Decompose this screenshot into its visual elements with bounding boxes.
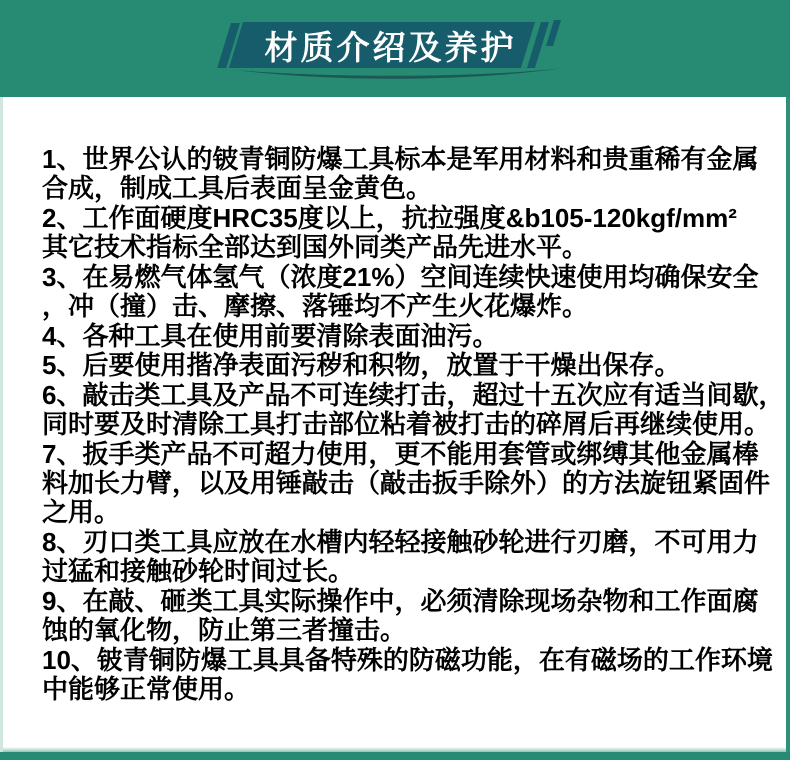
panel-right-edge <box>786 97 790 752</box>
text-line-13: 之用。 <box>42 497 121 528</box>
text-line-1: 1、世界公认的铍青铜防爆工具标本是军用材料和贵重稀有金属 <box>42 144 759 174</box>
text-line-8: 5、后要使用揩净表面污秽和积物，放置于干燥出保存。 <box>42 350 681 381</box>
text-line-5: 3、在易燃气体氢气（浓度21%）空间连续快速使用均确保安全 <box>42 261 759 292</box>
text-line-3: 2、工作面硬度HRC35度以上，抗拉强度&b105-120kgf/mm² <box>42 202 737 233</box>
bottom-edge-gradient <box>3 747 786 752</box>
text-line-18: 10、铍青铜防爆工具具备特殊的防磁功能，在有磁场的工作环境 <box>42 644 773 675</box>
text-line-2: 合成，制成工具后表面呈金黄色。 <box>42 173 433 204</box>
text-line-19: 中能够正常使用。 <box>42 674 251 705</box>
header-band <box>0 0 790 97</box>
text-line-17: 蚀的氧化物，防止第三者撞击。 <box>42 615 407 646</box>
text-line-14: 8、刃口类工具应放在水槽内轻轻接触砂轮进行刃磨，不可用力 <box>42 526 759 557</box>
text-line-16: 9、在敲、砸类工具实际操作中，必须清除现场杂物和工作面腐 <box>42 585 759 616</box>
text-line-12: 料加长力臂，以及用锤敲击（敲击扳手除外）的方法旋钮紧固件 <box>42 467 771 498</box>
content-panel <box>3 97 786 752</box>
text-line-4: 其它技术指标全部达到国外同类产品先进水平。 <box>42 232 589 263</box>
text-line-10: 同时要及时清除工具打击部位粘着被打击的碎屑后再继续使用。 <box>42 409 771 440</box>
text-line-11: 7、扳手类产品不可超力使用，更不能用套管或绑缚其他金属棒 <box>42 438 759 469</box>
text-line-7: 4、各种工具在使用前要清除表面油污。 <box>42 320 499 351</box>
text-line-9: 6、敲击类工具及产品不可连续打击，超过十五次应有适当间歇， <box>42 379 785 410</box>
banner-title: 材质介绍及养护 <box>264 30 517 67</box>
text-line-15: 过猛和接触砂轮时间过长。 <box>42 556 355 587</box>
text-line-6: ，冲（撞）击、摩擦、落锤均不产生火花爆炸。 <box>42 291 589 322</box>
